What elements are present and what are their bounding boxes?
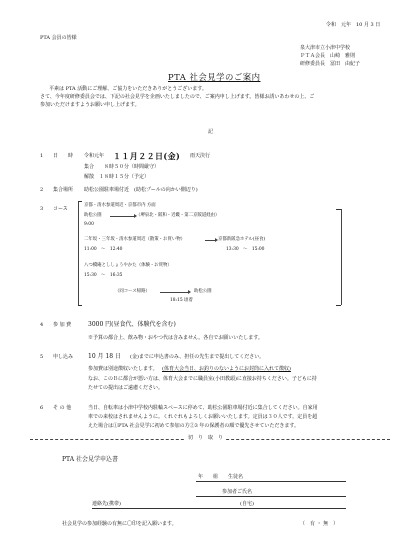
ki-heading: 記 bbox=[208, 129, 214, 135]
form-line-participant bbox=[196, 496, 346, 497]
course-area: 京都・清水参道周辺・京都市内 方面 bbox=[84, 203, 156, 208]
route-arrow bbox=[110, 216, 134, 217]
course-end: 助松公園 bbox=[194, 289, 212, 294]
item-5-label: 申し込み bbox=[53, 354, 74, 360]
course-return: （同コース帰路） bbox=[115, 289, 150, 294]
course-route: （堺泉北・阪和・近畿・第二京阪道経由） bbox=[136, 213, 220, 218]
other-note-2: 車での来校はされませんように。くれぐれもよろしくお願いいたします。定員は３０人です。定員を超 bbox=[88, 414, 318, 420]
bracket-right-bottom bbox=[336, 305, 341, 306]
form-line-contact bbox=[92, 508, 346, 509]
item-2-label: 集合場所 bbox=[53, 187, 74, 193]
apply-fee-collection: (体育大会当日、お釣りのないようにお封筒に入れて徴収) bbox=[162, 366, 291, 372]
fee-amount: 3000 円(昼食代、体験代を含む) bbox=[88, 321, 176, 328]
form-experience-choice[interactable]: （ 有 ・ 無 ） bbox=[300, 521, 339, 527]
item-1-number: 1 bbox=[40, 153, 44, 159]
item-5-number: 5 bbox=[40, 354, 44, 360]
bracket-top bbox=[78, 201, 82, 202]
form-contact-mobile: 連絡先(携帯) bbox=[92, 501, 121, 507]
dismiss-time: 解散 １８時１５分（予定） bbox=[84, 174, 150, 180]
event-date: １１月２２日(金) bbox=[113, 151, 181, 161]
apply-fee-note: 参加費は別途徴収いたします。 bbox=[88, 366, 158, 372]
item-3-label: コース bbox=[53, 206, 68, 212]
item-4-number: 4 bbox=[40, 322, 44, 328]
course-stop-1-time: 11:00 ～ 12:40 bbox=[84, 247, 123, 252]
course-stop-2-time: 13:30 ～ 15:00 bbox=[226, 247, 265, 252]
item-6-number: 6 bbox=[40, 405, 44, 411]
cut-label: 切 り 取 り bbox=[185, 435, 226, 441]
item-2-number: 2 bbox=[40, 187, 44, 193]
apply-note-1: なお、このＢに都合が悪い方は、体育大会までに職員室(小田教頭)に直接お持ちください。子どもに持 bbox=[88, 376, 317, 382]
form-title: PTA 社会見学申込書 bbox=[62, 456, 118, 463]
bracket-right-top bbox=[336, 209, 341, 210]
page-title: PTA 社会見学のご案内 bbox=[168, 72, 261, 82]
intro-line-3: 参加いただけますようお願い申し上げます。 bbox=[40, 102, 140, 108]
course-right-border bbox=[341, 209, 342, 305]
form-participant-label: 参加者ご氏名 bbox=[222, 489, 253, 495]
route-arrow bbox=[205, 240, 215, 241]
meeting-place: 助松公園駐車場付近 (助松プールの向かい側辺り) bbox=[84, 187, 198, 193]
fee-note: ※予算の都合上、飲み物・おやつ代は含みません。各自でお願いいたします。 bbox=[88, 335, 263, 341]
other-note-1: 当日、自転車は小津中学校内駐輪スペースに停めて、助松公園駐車場付近に集合してください。自家用 bbox=[88, 405, 318, 411]
course-depart-time: 9:00 bbox=[84, 222, 94, 227]
bracket-bottom bbox=[78, 305, 82, 306]
gather-time: 集合 ８時５０分（時間厳守） bbox=[84, 164, 160, 170]
item-3-number: 3 bbox=[40, 206, 44, 212]
course-stop-3: 八つ橋庵とししょうやかた（体験・お買物） bbox=[84, 263, 172, 268]
course-arrival-time: 18:15 頃着 bbox=[170, 298, 193, 303]
course-start: 助松公園 bbox=[84, 213, 102, 218]
apply-note-2: たせての提出はご遠慮ください。 bbox=[88, 385, 164, 391]
form-experience-question: 社会見学の参加経験の有無に〇印を記入願います。 bbox=[62, 521, 177, 527]
sender-school: 泉大津市立小津中学校 bbox=[300, 45, 351, 51]
form-line-student bbox=[196, 481, 346, 482]
apply-deadline: 10 月 18 日 bbox=[88, 353, 121, 360]
apply-deadline-detail: (金)までに申込書のみ、担任の先生まで提出してください。 bbox=[130, 354, 265, 360]
course-stop-3-time: 15:30 ～ 16:35 bbox=[84, 273, 123, 278]
item-1-label: 日 時 bbox=[53, 153, 74, 159]
course-stop-2: 京都新阪急ホテル(昼食) bbox=[218, 237, 266, 242]
other-note-3: えた場合は①PTA 社会見学に初めて参加の方②3 年の保護者の順で優先させていただきます。 bbox=[88, 423, 300, 429]
item-6-label: そ の 他 bbox=[53, 405, 72, 411]
intro-line-2: さて、今年度研修委員会では、下記の社会見学を企画いたしましたので、ご案内申し上げます。皆様お誘いあわせの上、ご bbox=[40, 94, 315, 100]
form-grade-class-student: 年 組 生徒名 bbox=[198, 474, 244, 480]
form-contact-home: (自宅) bbox=[240, 501, 254, 507]
addressee: PTA 会員の皆様 bbox=[40, 35, 77, 41]
sender-pta-president: ＰＴＡ会長 山崎 雅則 bbox=[300, 53, 356, 59]
weather-note: 雨天決行 bbox=[190, 153, 211, 159]
intro-line-1: 平素は PTA 活動にご理解、ご協力をいただきありがとうございます。 bbox=[49, 86, 207, 92]
item-4-label: 参 加 費 bbox=[53, 322, 72, 328]
sender-committee-chair: 研修委員長 冨田 由紀子 bbox=[300, 61, 361, 67]
course-stop-1: 二年坂・三年坂・清水参道周辺（散策・お買い物） bbox=[84, 237, 185, 242]
route-arrow bbox=[160, 292, 188, 293]
date-prefix: 令和元年 bbox=[84, 153, 105, 159]
course-bracket bbox=[78, 201, 79, 305]
issue-date: 令和 元年 10 月 3 日 bbox=[326, 22, 381, 28]
